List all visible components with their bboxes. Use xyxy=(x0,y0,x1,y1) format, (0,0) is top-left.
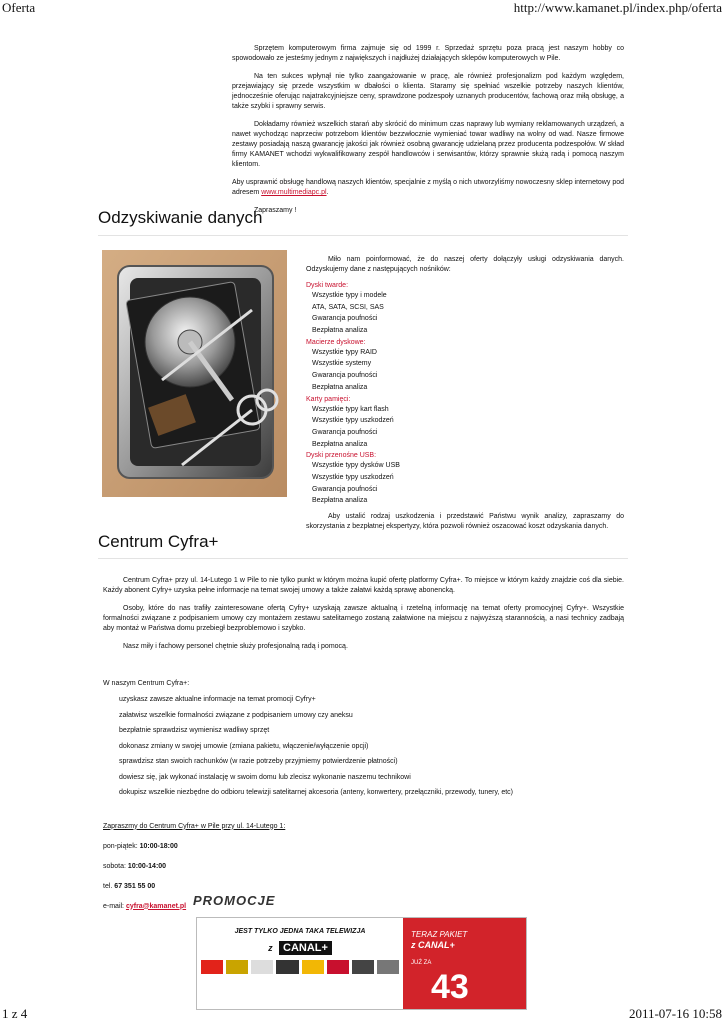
intro-paragraph-shop: Aby usprawnić obsługę handlową naszych klientów, specjalnie z myślą o nich utworzyliśmy nowoczesny sklep internetowy pod adresem www.multimediapc.pl. xyxy=(232,179,624,196)
cyfra-paragraph: Nasz miły i fachowy personel chętnie służy profesjonalną radą i pomocą. xyxy=(123,643,348,650)
list-item: bezpłatnie sprawdzisz wymienisz wadliwy sprzęt xyxy=(119,727,270,734)
hours-saturday: sobota: 10:00-14:00 xyxy=(103,862,167,870)
shop-link[interactable]: www.multimediapc.pl xyxy=(261,189,327,196)
channel-logo xyxy=(377,960,399,974)
email-link[interactable]: cyfra@kamanet.pl xyxy=(125,902,187,910)
list-item: Gwarancja poufności xyxy=(312,485,378,493)
cyfra-list-title: W naszym Centrum Cyfra+: xyxy=(103,680,190,687)
intro-paragraph: Sprzętem komputerowym firma zajmuje się od 1999 r. Sprzedaż sprzętu poza pracą jest naszym hobby co spowodowało ze jesteśmy jednym z największych i najdłużej działających sklepów komputerowych w Pile. xyxy=(232,45,624,62)
cyfra-invite: Zapraszmy do Centrum Cyfra+ w Pile przy ul. 14-Lutego 1: xyxy=(103,822,286,830)
banner-right: TERAZ PAKIET z CANAL+ JUŻ ZA 43 xyxy=(403,918,526,1009)
phone: tel. 67 351 55 00 xyxy=(103,882,156,890)
channel-logo xyxy=(251,960,273,974)
data-recovery-list xyxy=(306,255,624,539)
hard-drive-photo xyxy=(102,250,287,497)
cyfra-paragraph: Osoby, które do nas trafiły zainteresowane ofertą Cyfry+ uzyskają zawsze aktualną i rzetelną informację na temat oferty promocyjnej Cyfry+. Wszystkie formalności związane z podpisaniem umowy czy montażem zestawu satelitarnego zostaną załatwione na miejscu z najwyższą starannością, a nasi technicy zadbają aby montaż w Państwa domu przebiegł bezproblemowo i szybko. xyxy=(103,605,624,632)
hours-weekday: pon-piątek: 10:00-18:00 xyxy=(103,842,178,850)
section-divider xyxy=(98,235,628,236)
intro-section xyxy=(232,44,624,224)
list-item: dokupisz wszelkie niezbędne do odbioru telewizji satelitarnej akcesoria (anteny, konwertery, przełączniki, przewody, tunery, etc) xyxy=(119,789,514,796)
list-item: uzyskasz zawsze aktualne informacje na temat promocji Cyfry+ xyxy=(119,696,316,703)
channel-logo xyxy=(276,960,298,974)
list-item: Gwarancja poufności xyxy=(312,428,378,436)
category-usb-drives: Dyski przenośne USB: xyxy=(306,452,377,460)
data-recovery-lead: Miło nam poinformować, że do naszej oferty dołączyły usługi odzyskiwania danych. Odzyskujemy dane z następujących nośników: xyxy=(306,256,624,273)
list-item: Bezpłatna analiza xyxy=(312,497,368,505)
intro-closing: Zapraszamy ! xyxy=(254,207,297,214)
list-item: Bezpłatna analiza xyxy=(312,383,368,391)
list-item: sprawdzisz stan swoich rachunków (w razie potrzeby przyjmiemy potwierdzenie płatności) xyxy=(119,758,398,765)
list-item: Wszystkie typy uszkodzeń xyxy=(312,417,394,425)
canal-plus-banner[interactable] xyxy=(196,917,527,1010)
channel-logo xyxy=(327,960,349,974)
channel-logo xyxy=(226,960,248,974)
section-title-cyfra: Centrum Cyfra+ xyxy=(98,532,219,551)
category-disk-arrays: Macierze dyskowe: xyxy=(306,338,366,346)
promo-heading: PROMOCJE xyxy=(193,893,276,908)
list-item: Gwarancja poufności xyxy=(312,315,378,323)
channel-logo xyxy=(352,960,374,974)
cyfra-section xyxy=(103,576,624,922)
list-item: Wszystkie typy kart flash xyxy=(312,405,389,413)
email: e-mail: cyfra@kamanet.pl xyxy=(103,902,187,910)
print-footer xyxy=(0,1006,724,1022)
section-title-odzyskiwanie: Odzyskiwanie danych xyxy=(98,208,263,227)
banner-left: JEST TYLKO JEDNA TAKA TELEWIZJA z CANAL+ xyxy=(197,918,403,1009)
intro-paragraph: Dokładamy również wszelkich starań aby skrócić do minimum czas naprawy lub wymiany reklamowanych urządzeń, a nawet wychodząc naprzeciw potrzebom klientów bezzwłocznie wymieniać towar wadliwy na wolny od wad. Nasze firmowe zestawy posiadają naszą gwarancję jakości jak również osobną gwarancję udzielaną przez producenta podzespołów. W skład firmy KAMANET wchodzi wykwalifikowany zespół handlowców i serwisantów, którzy sprawnie służą radą i pomocą naszym klientom. xyxy=(232,121,624,168)
list-item: Wszystkie typy dysków USB xyxy=(312,462,400,470)
page-url: http://www.kamanet.pl/index.php/oferta xyxy=(513,0,722,15)
list-item: Wszystkie typy uszkodzeń xyxy=(312,473,394,481)
category-hard-drives: Dyski twarde: xyxy=(306,282,349,289)
page-number: 1 z 4 xyxy=(2,1006,28,1021)
section-divider xyxy=(98,558,628,559)
page-title: Oferta xyxy=(2,0,36,15)
data-recovery-closing: Aby ustalić rodzaj uszkodzenia i przedstawić Państwu wynik analizy, zapraszamy do skorzystania z bezpłatnej ekspertyzy, która pozwoli również oszacować koszt odzyskania danych. xyxy=(306,513,624,531)
list-item: Gwarancja poufności xyxy=(312,372,378,380)
cyfra-paragraph: Centrum Cyfra+ przy ul. 14-Lutego 1 w Pile to nie tylko punkt w którym można kupić ofertę platformy Cyfra+. To miejsce w którym każdy znajdzie coś dla siebie. Każdy abonent Cyfry+ uzyska pełne informacje na temat swojej umowy a także załatwi każdą sprawę abonencką. xyxy=(103,577,624,594)
banner-brand: z CANAL+ xyxy=(197,938,403,956)
list-item: załatwisz wszelkie formalności związane z podpisaniem umowy czy aneksu xyxy=(119,711,353,719)
intro-paragraph: Na ten sukces wpłynął nie tylko zaangażowanie w pracę, ale również profesjonalizm pod każdym względem, przejawiający się przede wszystkim w dbałości o klienta. Staramy się spełniać wszelkie potrzeby naszych klientów, jednocześnie oferując najatrakcyjniejsze ceny, sprawdzone podzespoły uznanych producentów, fachową oraz miłą obsługę, a także szybki i sprawny serwis. xyxy=(232,73,624,110)
list-item: dowiesz się, jak wykonać instalację w swoim domu lub zlecisz wykonanie naszemu technikowi xyxy=(119,773,411,781)
list-item: Wszystkie typy i modele xyxy=(312,292,387,299)
list-item: Bezpłatna analiza xyxy=(312,327,368,335)
category-memory-cards: Karty pamięci: xyxy=(306,395,351,403)
channel-logo xyxy=(201,960,223,974)
print-header xyxy=(0,0,724,16)
channel-logos xyxy=(201,960,399,974)
print-timestamp: 2011-07-16 10:58 xyxy=(628,1006,722,1021)
list-item: ATA, SATA, SCSI, SAS xyxy=(312,303,384,311)
list-item: Bezpłatna analiza xyxy=(312,440,368,448)
list-item: Wszystkie typy RAID xyxy=(312,348,377,356)
list-item: Wszystkie systemy xyxy=(312,360,372,368)
channel-logo xyxy=(302,960,324,974)
banner-price: 43 xyxy=(431,968,469,1006)
list-item: dokonasz zmiany w swojej umowie (zmiana pakietu, włączenie/wyłączenie opcji) xyxy=(119,742,369,750)
